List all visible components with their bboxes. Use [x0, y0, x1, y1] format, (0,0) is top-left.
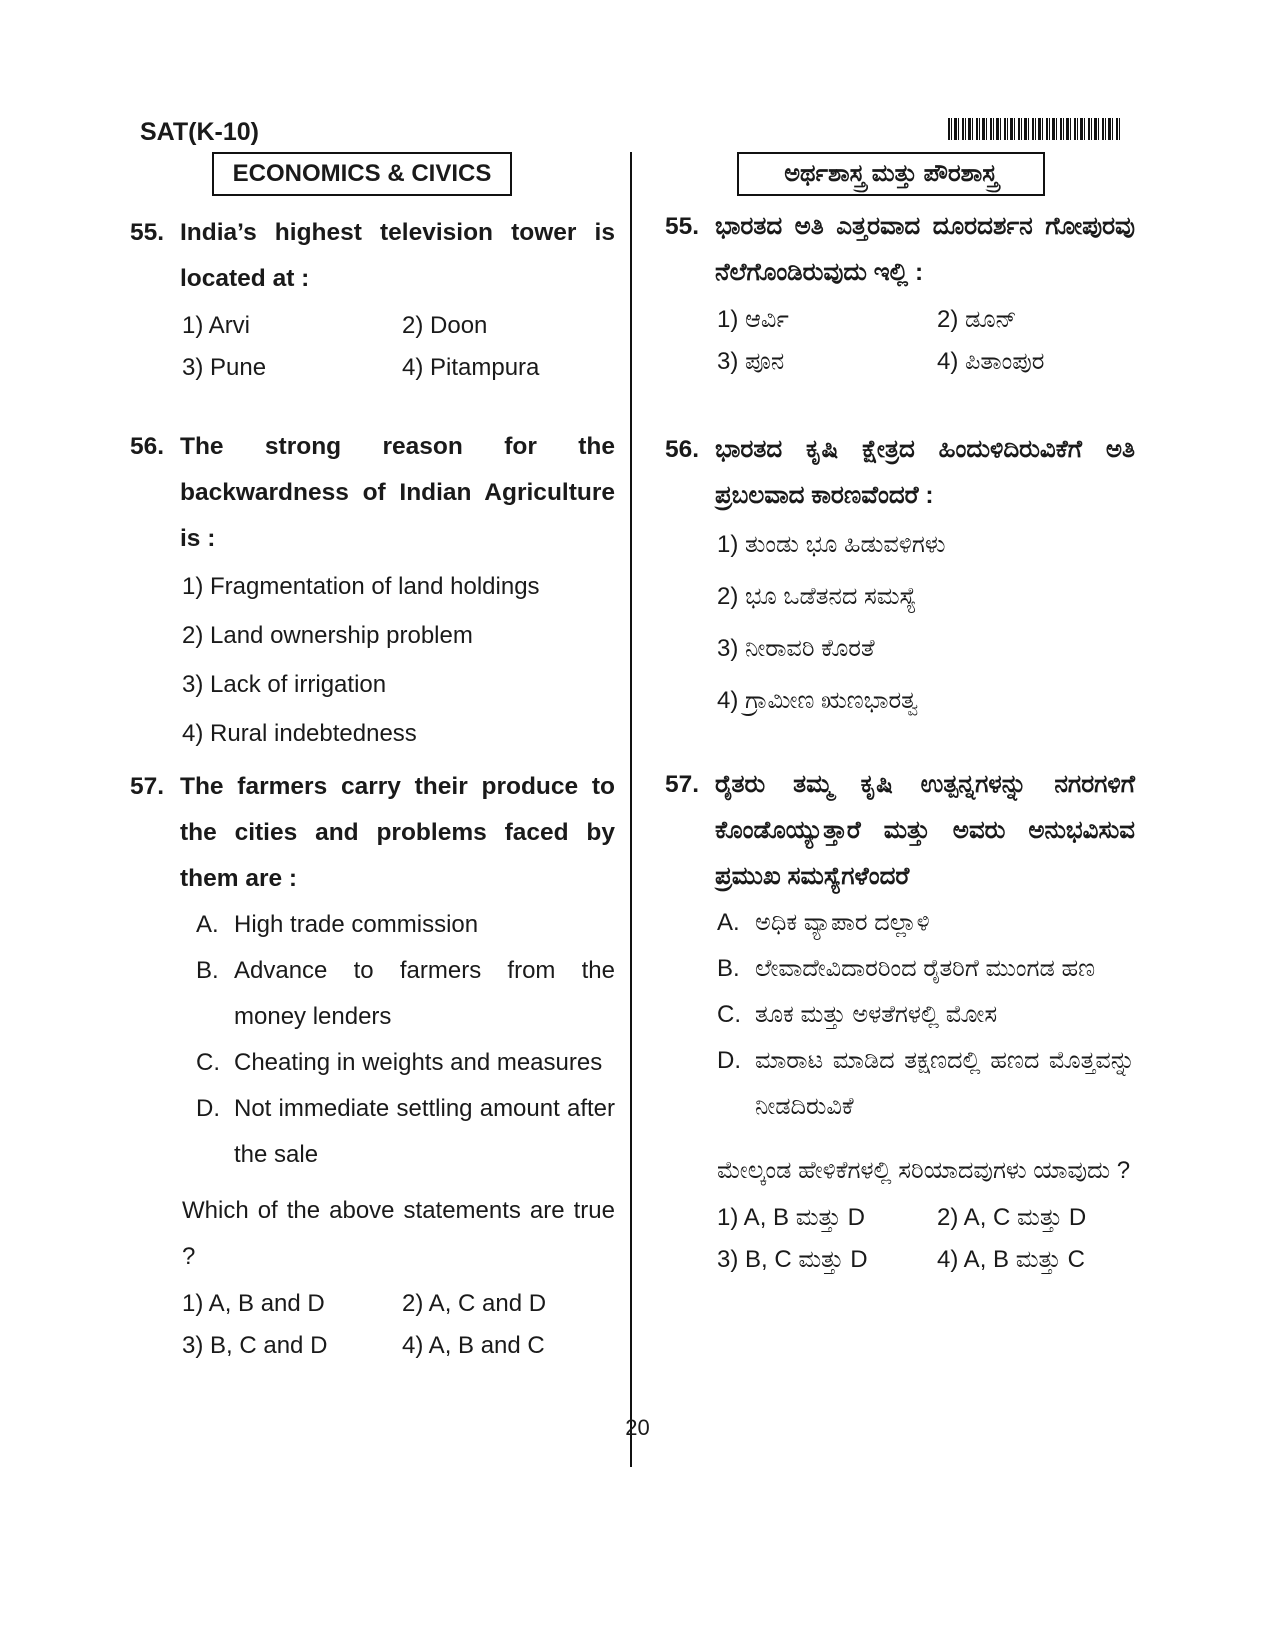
question-57-en	[130, 764, 615, 1360]
option-4: 4) Pitampura	[402, 354, 540, 381]
option-2: 2) A, C ಮತ್ತು D	[937, 1204, 1087, 1231]
option-4: 4) ಪಿತಾಂಪುರ	[937, 348, 1045, 375]
question-number: 57.	[665, 771, 700, 798]
statement-b: B. Advance to farmers from the money lenders	[196, 957, 615, 1030]
statement-d: D. ಮಾರಾಟ ಮಾಡಿದ ತಕ್ಷಣದಲ್ಲಿ ಹಣದ ಮೊತ್ತವನ್ನು ನೀಡದಿರುವಿಕೆ	[717, 1047, 1135, 1120]
option-3: 3) B, C ಮತ್ತು D	[717, 1246, 868, 1273]
question-number: 55.	[665, 213, 700, 240]
exam-code: SAT(K-10)	[140, 118, 259, 146]
question-prompt: Which of the above statements are true ?	[182, 1197, 615, 1270]
question-number: 57.	[130, 773, 165, 800]
option-2: 2) Land ownership problem	[182, 622, 473, 649]
option-1: 1) Arvi	[182, 312, 251, 339]
question-56-kn	[665, 427, 1135, 727]
option-1: 1) Fragmentation of land holdings	[182, 573, 540, 600]
question-55-kn	[665, 204, 1135, 376]
question-text: ಭಾರತದ ಅತಿ ಎತ್ತರವಾದ ದೂರದರ್ಶನ ಗೋಪುರವು ನೆಲೆಗೊಂಡಿರುವುದು ಇಲ್ಲಿ :	[715, 213, 1135, 286]
option-3: 3) ಪೂನ	[717, 348, 785, 375]
option-2: 2) ಭೂ ಒಡೆತನದ ಸಮಸ್ಯೆ	[717, 583, 917, 610]
option-2: 2) ಡೂನ್	[937, 306, 1017, 333]
option-3: 3) B, C and D	[182, 1332, 328, 1359]
option-4: 4) Rural indebtedness	[182, 720, 417, 747]
statement-a: A. High trade commission	[196, 911, 479, 938]
statement-d: D. Not immediate settling amount after the sale	[196, 1095, 615, 1168]
option-1: 1) ಆರ್ವಿ	[717, 306, 789, 333]
question-number: 56.	[665, 436, 700, 463]
question-text: ರೈತರು ತಮ್ಮ ಕೃಷಿ ಉತ್ಪನ್ನಗಳನ್ನು ನಗರಗಳಿಗೆ ಕೊಂಡೊಯ್ಯುತ್ತಾರೆ ಮತ್ತು ಅವರು ಅನುಭವಿಸುವ ಪ್ರಮುಖ ಸಮಸ್ಯೆಗಳೆಂದರೆ	[715, 771, 1135, 890]
question-number: 56.	[130, 433, 165, 460]
option-3: 3) ನೀರಾವರಿ ಕೊರತೆ	[717, 635, 875, 662]
question-number: 55.	[130, 219, 165, 246]
option-4: 4) ಗ್ರಾಮೀಣ ಋಣಭಾರತ್ವ	[717, 687, 919, 714]
question-text: ಭಾರತದ ಕೃಷಿ ಕ್ಷೇತ್ರದ ಹಿಂದುಳಿದಿರುವಿಕೆಗೆ ಅತಿ ಪ್ರಬಲವಾದ ಕಾರಣವೆಂದರೆ :	[715, 436, 1135, 509]
statement-b: B. ಲೇವಾದೇವಿದಾರರಿಂದ ರೈತರಿಗೆ ಮುಂಗಡ ಹಣ	[717, 955, 1096, 982]
question-57-kn	[665, 762, 1135, 1274]
option-4: 4) A, B and C	[402, 1332, 545, 1359]
question-text: The strong reason for the backwardness of Indian Agriculture is :	[180, 433, 615, 552]
column-divider	[630, 152, 632, 1467]
option-2: 2) Doon	[402, 312, 488, 339]
question-55-en	[130, 210, 615, 382]
question-text: India’s highest television tower is located at :	[180, 219, 615, 292]
question-56-en	[130, 424, 615, 758]
kannada-column	[665, 152, 1135, 1273]
english-column	[130, 152, 615, 1359]
question-prompt: ಮೇಲ್ಕಂಡ ಹೇಳಿಕೆಗಳಲ್ಲಿ ಸರಿಯಾದವುಗಳು ಯಾವುದು ?	[717, 1157, 1131, 1184]
barcode	[948, 118, 1120, 140]
option-4: 4) A, B ಮತ್ತು C	[937, 1246, 1085, 1273]
option-1: 1) A, B ಮತ್ತು D	[717, 1204, 865, 1231]
option-1: 1) A, B and D	[182, 1290, 325, 1317]
english-section-title: ECONOMICS & CIVICS	[212, 152, 512, 196]
option-3: 3) Lack of irrigation	[182, 671, 387, 698]
option-2: 2) A, C and D	[402, 1290, 547, 1317]
question-text: The farmers carry their produce to the cities and problems faced by them are :	[180, 773, 615, 892]
kannada-section-title: ಅರ್ಥಶಾಸ್ತ್ರ ಮತ್ತು ಪೌರಶಾಸ್ತ್ರ	[737, 152, 1045, 196]
page-number: 20	[625, 1415, 650, 1440]
statement-c: C. ತೂಕ ಮತ್ತು ಅಳತೆಗಳಲ್ಲಿ ಮೋಸ	[717, 1001, 998, 1028]
statement-a: A. ಅಧಿಕ ವ್ಯಾಪಾರ ದಲ್ಲಾಳಿ	[717, 909, 930, 936]
statement-c: C. Cheating in weights and measures	[196, 1049, 603, 1076]
option-1: 1) ತುಂಡು ಭೂ ಹಿಡುವಳಿಗಳು	[717, 531, 946, 558]
option-3: 3) Pune	[182, 354, 267, 381]
